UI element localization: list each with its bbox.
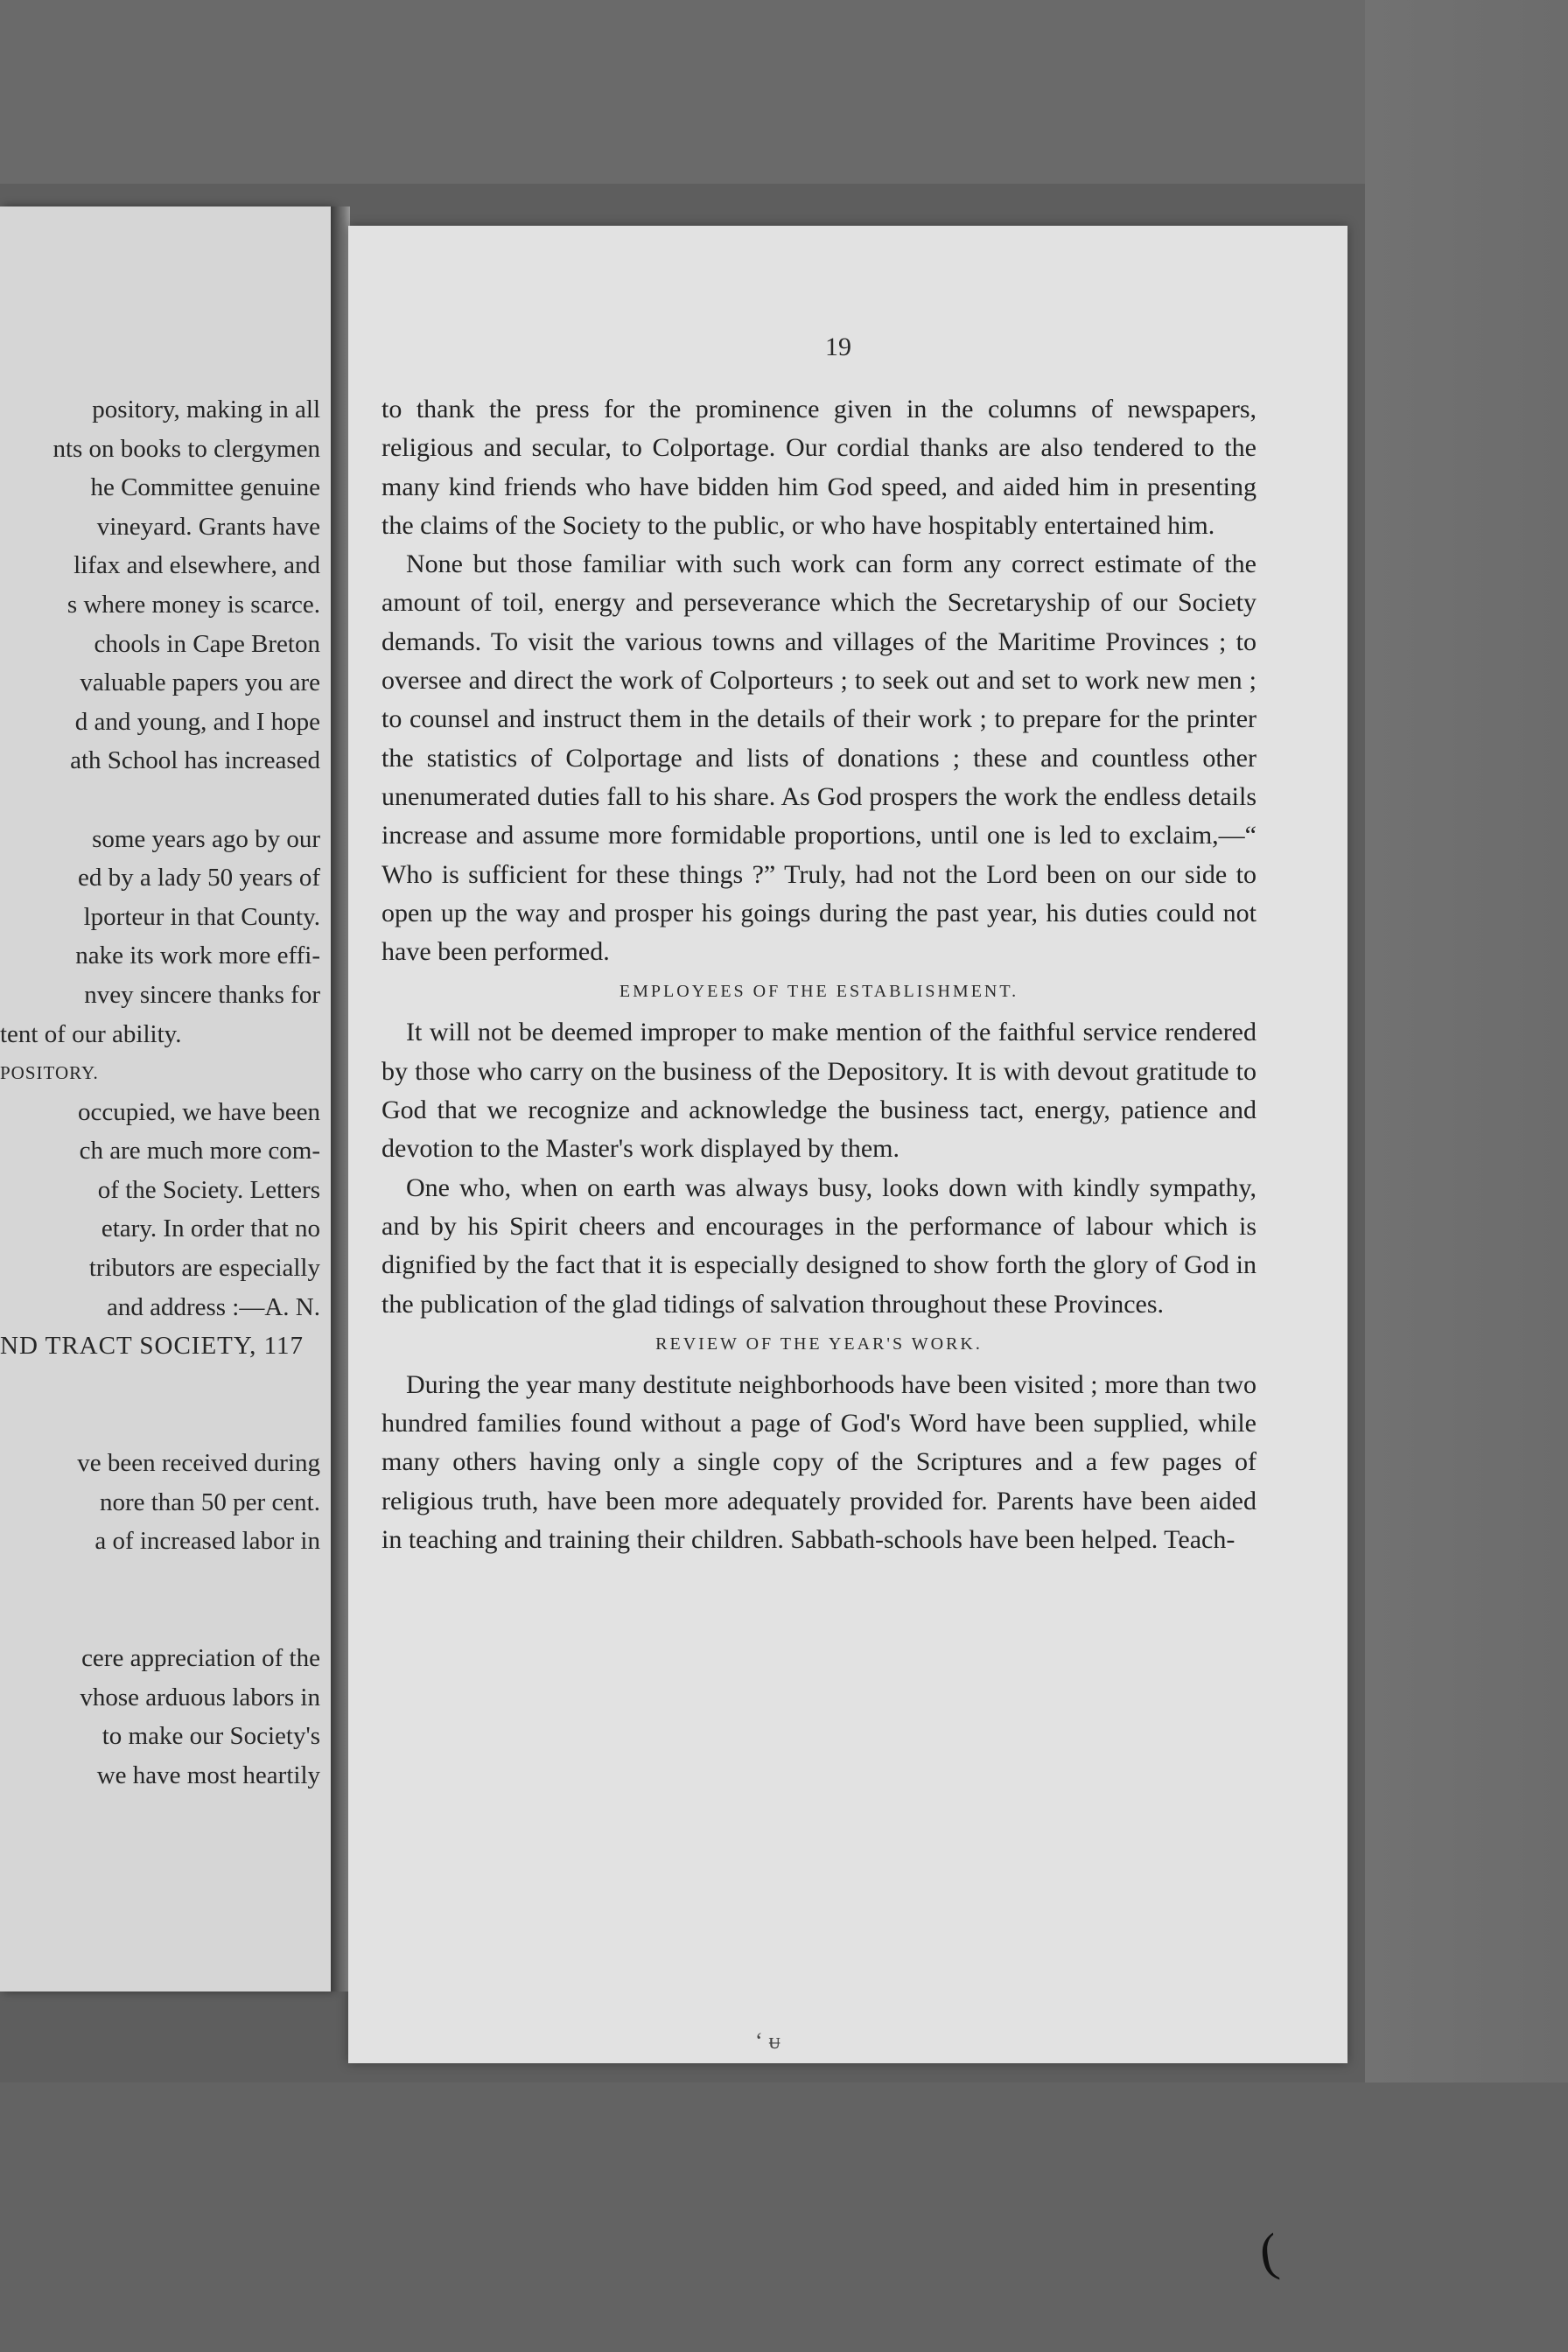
left-page-line: lifax and elsewhere, and <box>74 551 320 580</box>
left-page-line: to make our Society's <box>102 1722 320 1751</box>
left-page-line: we have most heartily <box>96 1760 320 1789</box>
paragraph: It will not be deemed improper to make mention of the faithful service rendered by those who carry on the business of the Depository. It is with devout gratitude to God that we recognize and acknowledge the business tact, energy, patience and devotion to the Master's work displayed by them. <box>382 1018 1256 1164</box>
book-gutter <box>331 206 350 1992</box>
right-page <box>348 226 1348 2063</box>
left-page-line: ath School has increased <box>70 746 320 775</box>
left-page-line: a of increased labor in <box>94 1527 320 1556</box>
left-page-line: valuable papers you are <box>80 668 320 697</box>
left-page-line: pository, making in all <box>92 396 320 424</box>
paragraph: None but those familiar with such work can form any correct estimate of the amount of toil, energy and perseverance which the Secretaryship of our Society demands. To visit the various towns and villages of the Maritime Provinces ; to oversee and direct the work of Colporteurs ; to seek out and set to work new men ; to counsel and instruct them in the details of their work ; to prepare for the printer the statistics of Colportage and lists of donations ; these and countless other unenumerated duties fall to his share. As God prospers the work the endless details increase and assume more formidable proportions, until one is led to exclaim,—“ Who is sufficient for these things ?” Truly, had not the Lord been on our side to open up the way and prosper his goings during the past year, his duties could not have been performed. <box>382 550 1256 967</box>
left-page-line: tent of our ability. <box>0 1019 182 1048</box>
left-page-line: vineyard. Grants have <box>96 512 320 541</box>
left-page-line: nts on books to clergymen <box>52 434 320 463</box>
paragraph: to thank the press for the prominence given in the columns of newspapers, religious and secular, to Colportage. Our cordial thanks are also tendered to the many kind friends who have bidden him God speed, and aided him in presenting the claims of the Society to the public, or who have hospitably entertained him. <box>382 395 1256 540</box>
left-page-line <box>0 780 320 820</box>
left-page-line: occupied, we have been <box>78 1097 320 1126</box>
left-page-line: POSITORY. <box>0 1062 99 1084</box>
left-page-line: vhose arduous labors in <box>80 1683 320 1712</box>
right-page-text <box>382 390 1256 1559</box>
left-page-line <box>0 1404 320 1444</box>
scan-background-top <box>0 0 1568 184</box>
left-page-line: he Committee genuine <box>90 473 320 502</box>
scan-background-bottom <box>0 2082 1568 2352</box>
left-page-line: ed by a lady 50 years of <box>77 864 320 892</box>
footer-marks: ʻ ᵾ <box>755 2028 781 2054</box>
section-heading: EMPLOYEES OF THE ESTABLISHMENT. <box>619 982 1019 1002</box>
left-page-line: tributors are especially <box>88 1254 320 1283</box>
left-page-line: cere appreciation of the <box>81 1644 320 1672</box>
left-page-line: some years ago by our <box>92 824 320 853</box>
left-page-line: and address :—A. N. <box>106 1292 320 1321</box>
left-page-line: nore than 50 per cent. <box>99 1488 320 1516</box>
paragraph: During the year many destitute neighborhoods have been visited ; more than two hundred families found without a page of God's Word have been supplied, while many others having only a single copy of the Scriptures and a few pages of religious truth, have been more adequately provided for. Parents have been aided in teaching and training their children. Sabbath-schools have been helped. Teach- <box>382 1369 1256 1555</box>
left-page <box>0 206 331 1992</box>
left-page-line: s where money is scarce. <box>66 590 320 619</box>
left-page-line: ch are much more com- <box>79 1137 320 1166</box>
left-page-line: ND TRACT SOCIETY, 117 <box>0 1332 304 1361</box>
section-heading: REVIEW OF THE YEAR'S WORK. <box>655 1334 983 1354</box>
left-page-line <box>0 1600 320 1639</box>
stray-mark: ( <box>1256 2222 1282 2283</box>
left-page-line: lporteur in that County. <box>83 902 320 931</box>
left-page-line: d and young, and I hope <box>74 707 320 736</box>
left-page-line: nake its work more effi- <box>75 942 320 970</box>
left-page-text <box>0 390 320 1795</box>
left-page-line: of the Society. Letters <box>97 1175 320 1204</box>
left-page-line: chools in Cape Breton <box>94 629 320 658</box>
page-number: 19 <box>825 332 851 361</box>
left-page-line: ve been received during <box>77 1449 320 1478</box>
left-page-line: etary. In order that no <box>101 1214 320 1243</box>
left-page-line <box>0 1561 320 1600</box>
paragraph: One who, when on earth was always busy, looks down with kindly sympathy, and by his Spirit cheers and encourages in the performance of labour which is dignified by the fact that it is especially designed to show forth the glory of God in the publication of the glad tidings of salvation throughout these Provinces. <box>382 1172 1256 1319</box>
left-page-line: nvey sincere thanks for <box>84 980 320 1009</box>
left-page-line <box>0 1366 320 1405</box>
scan-background-right <box>1365 0 1568 2352</box>
